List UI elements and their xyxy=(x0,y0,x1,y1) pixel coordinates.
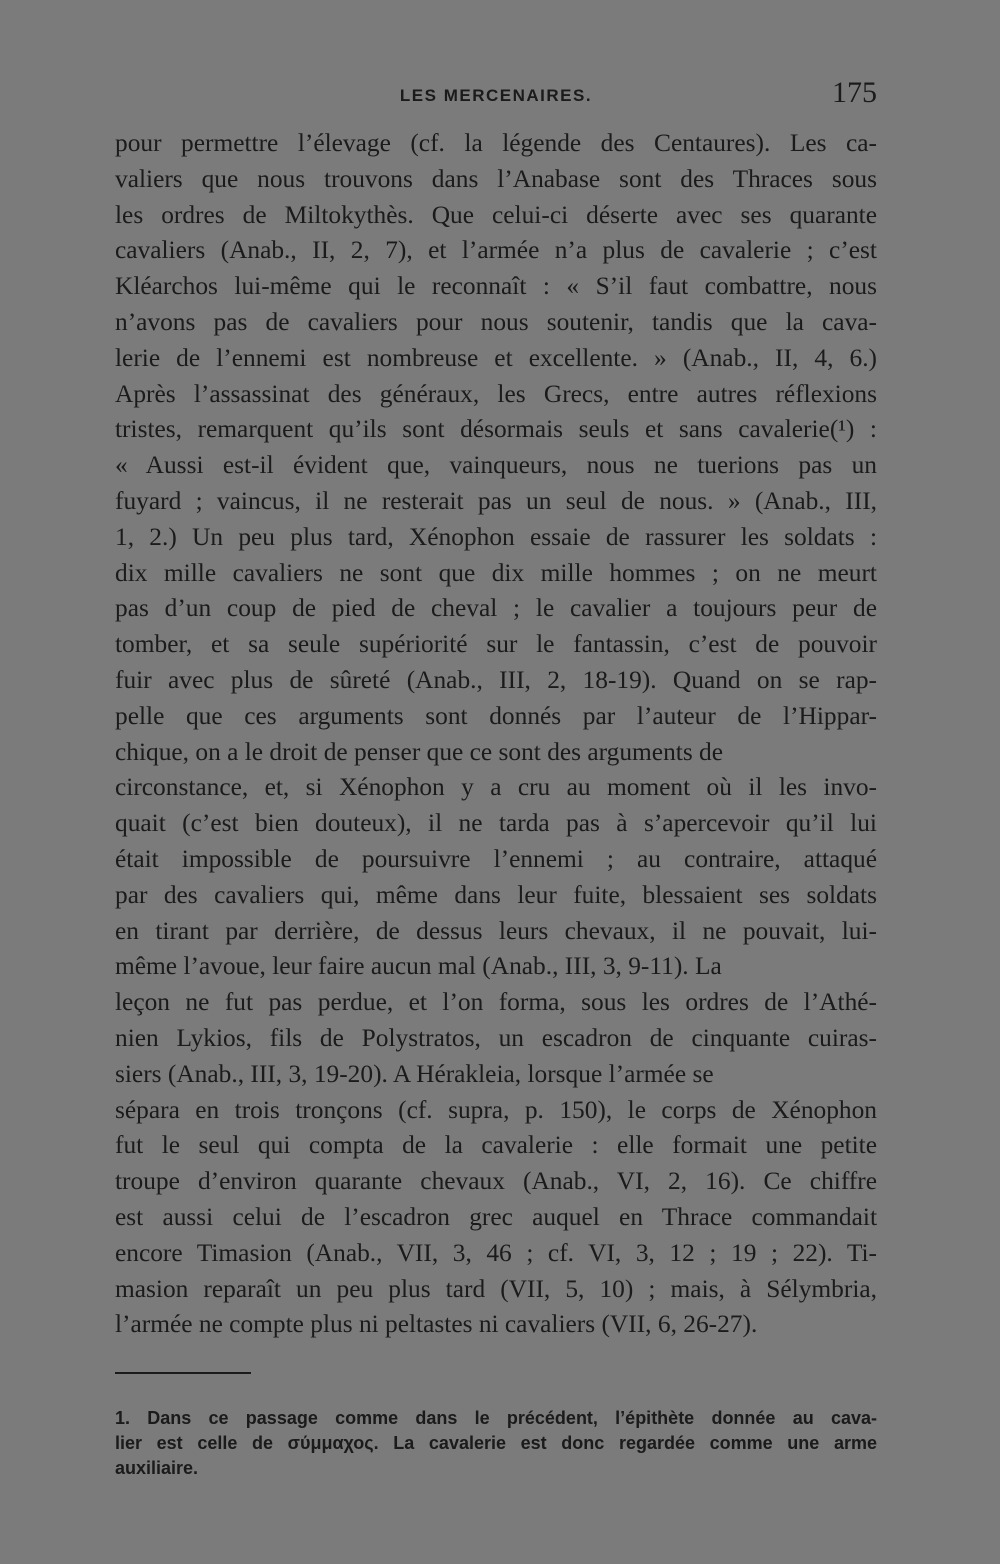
text-line: pas d’un coup de pied de cheval ; le cavalier a toujours peur de xyxy=(115,594,877,623)
footnote-line: auxiliaire. xyxy=(115,1458,199,1478)
text-line: siers (Anab., III, 3, 19-20). A Hérakleia, lorsque l’armée se xyxy=(115,1059,714,1088)
body-text xyxy=(115,126,877,1343)
text-line: fut le seul qui compta de la cavalerie : elle formait une petite xyxy=(115,1131,877,1160)
text-line: n’avons pas de cavaliers pour nous soutenir, tandis que la cava- xyxy=(115,307,877,336)
text-line: les ordres de Miltokythès. Que celui-ci déserte avec ses quarante xyxy=(115,200,877,229)
text-line: était impossible de poursuivre l’ennemi ; au contraire, attaqué xyxy=(115,844,877,873)
text-line: en tirant par derrière, de dessus leurs chevaux, il ne pouvait, lui- xyxy=(115,916,877,945)
text-line: fuyard ; vaincus, il ne resterait pas un seul de nous. » (Anab., III, xyxy=(115,486,877,515)
text-line: par des cavaliers qui, même dans leur fuite, blessaient ses soldats xyxy=(115,880,877,909)
text-line: tomber, et sa seule supériorité sur le fantassin, c’est de pouvoir xyxy=(115,630,877,659)
text-line: est aussi celui de l’escadron grec auquel en Thrace commandait xyxy=(115,1202,877,1231)
text-line: leçon ne fut pas perdue, et l’on forma, sous les ordres de l’Athé- xyxy=(115,988,877,1017)
text-line: chique, on a le droit de penser que ce sont des arguments de xyxy=(115,737,724,766)
text-line: cavaliers (Anab., II, 2, 7), et l’armée n’a plus de cavalerie ; c’est xyxy=(115,236,877,265)
text-line: tristes, remarquent qu’ils sont désormais seuls et sans cavalerie(¹) : xyxy=(115,415,877,444)
running-head xyxy=(115,76,877,116)
text-line: dix mille cavaliers ne sont que dix mille hommes ; on ne meurt xyxy=(115,558,877,587)
text-line: encore Timasion (Anab., VII, 3, 46 ; cf. VI, 3, 12 ; 19 ; 22). Ti- xyxy=(115,1238,877,1267)
text-line: nien Lykios, fils de Polystratos, un escadron de cinquante cuiras- xyxy=(115,1023,877,1052)
text-line: l’armée ne compte plus ni peltastes ni cavaliers (VII, 6, 26-27). xyxy=(115,1310,758,1339)
text-line: lerie de l’ennemi est nombreuse et excellente. » (Anab., II, 4, 6.) xyxy=(115,343,877,372)
text-line: 1, 2.) Un peu plus tard, Xénophon essaie de rassurer les soldats : xyxy=(115,522,877,551)
text-line: pour permettre l’élevage (cf. la légende des Centaures). Les ca- xyxy=(115,129,877,157)
text-line: fuir avec plus de sûreté (Anab., III, 2, 18-19). Quand on se rap- xyxy=(115,665,877,694)
text-line: Kléarchos lui-même qui le reconnaît : « S’il faut combattre, nous xyxy=(115,272,877,301)
footnote-line: 1. Dans ce passage comme dans le précédent, l’épithète donnée au cava- xyxy=(115,1408,877,1428)
running-title: LES MERCENAIRES. xyxy=(399,86,593,105)
text-line: « Aussi est-il évident que, vainqueurs, nous ne tuerions pas un xyxy=(115,451,877,480)
text-line: quait (c’est bien douteux), il ne tarda pas à s’apercevoir qu’il lui xyxy=(115,809,877,838)
text-line: Après l’assassinat des généraux, les Grecs, entre autres réflexions xyxy=(115,379,877,408)
text-line: troupe d’environ quarante chevaux (Anab., VI, 2, 16). Ce chiffre xyxy=(115,1167,877,1196)
text-line: circonstance, et, si Xénophon y a cru au moment où il les invo- xyxy=(115,773,877,802)
text-line: même l’avoue, leur faire aucun mal (Anab., III, 3, 9-11). La xyxy=(115,952,722,981)
footnote xyxy=(115,1406,877,1481)
footnote-line: lier est celle de σύμμαχος. La cavalerie est donc regardée comme une arme xyxy=(115,1433,877,1453)
text-line: masion reparaît un peu plus tard (VII, 5, 10) ; mais, à Sélymbria, xyxy=(115,1274,877,1303)
text-line: valiers que nous trouvons dans l’Anabase sont des Thraces sous xyxy=(115,164,877,193)
footnote-rule xyxy=(115,1372,251,1374)
text-line: pelle que ces arguments sont donnés par l’auteur de l’Hippar- xyxy=(115,701,877,730)
text-line: sépara en trois tronçons (cf. supra, p. 150), le corps de Xénophon xyxy=(115,1095,877,1124)
page-number: 175 xyxy=(832,76,877,109)
